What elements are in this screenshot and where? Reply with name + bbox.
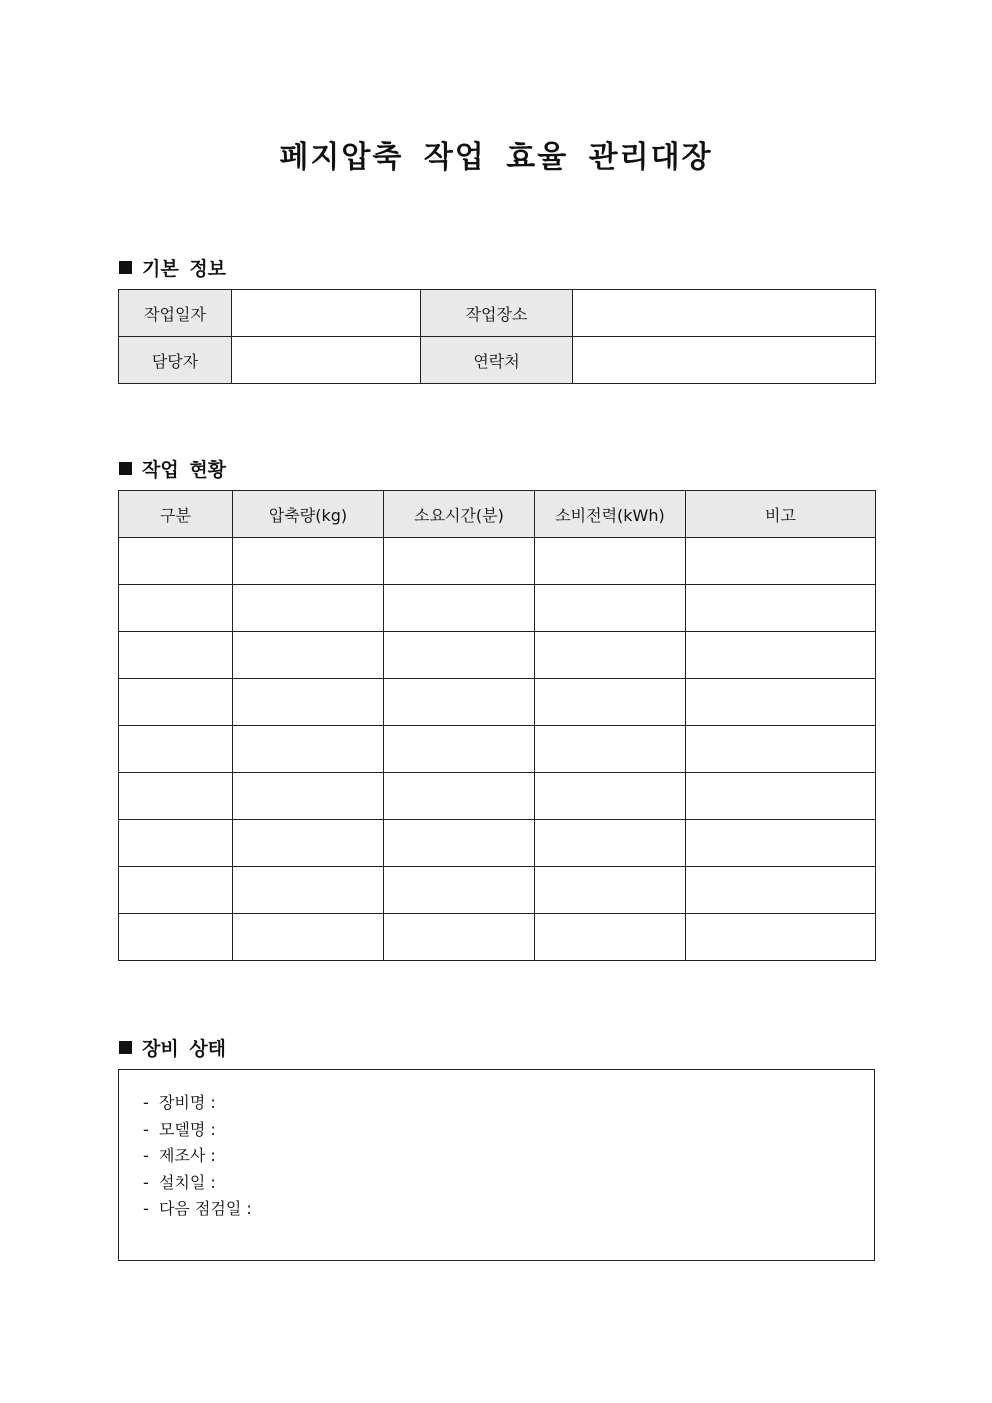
- table-row: [119, 679, 876, 726]
- table-cell[interactable]: [535, 914, 686, 961]
- table-row: [119, 914, 876, 961]
- table-cell[interactable]: [686, 632, 876, 679]
- table-cell[interactable]: [535, 867, 686, 914]
- basic-info-row: [119, 337, 876, 384]
- column-header-compression-amount: 압축량(kg): [233, 491, 384, 538]
- work-status-table: [118, 490, 876, 961]
- table-cell[interactable]: [384, 585, 535, 632]
- table-cell[interactable]: [384, 820, 535, 867]
- table-cell[interactable]: [686, 914, 876, 961]
- table-row: [119, 538, 876, 585]
- column-header-remarks: 비고: [686, 491, 876, 538]
- manufacturer-item: - 제조사 :: [143, 1146, 216, 1165]
- table-cell[interactable]: [119, 538, 233, 585]
- equipment-list: [119, 1070, 874, 1223]
- table-header-row: [119, 491, 876, 538]
- install-date-item: - 설치일 :: [143, 1172, 216, 1192]
- table-cell[interactable]: [686, 820, 876, 867]
- table-row: [119, 773, 876, 820]
- basic-info-heading-label: 기본 정보: [142, 258, 227, 280]
- table-row: [119, 726, 876, 773]
- table-cell[interactable]: [119, 585, 233, 632]
- black-square-icon: [119, 462, 132, 475]
- table-cell[interactable]: [686, 726, 876, 773]
- table-row: [119, 867, 876, 914]
- basic-info-heading: [119, 254, 226, 281]
- table-cell[interactable]: [686, 538, 876, 585]
- work-location-label: 작업장소: [421, 290, 573, 337]
- table-cell[interactable]: [535, 538, 686, 585]
- table-cell[interactable]: [384, 632, 535, 679]
- black-square-icon: [119, 1041, 132, 1054]
- basic-info-row: [119, 290, 876, 337]
- work-date-field[interactable]: [232, 290, 421, 337]
- table-cell[interactable]: [119, 867, 233, 914]
- equipment-heading-label: 장비 상태: [142, 1038, 227, 1060]
- table-cell[interactable]: [384, 914, 535, 961]
- table-cell[interactable]: [233, 585, 384, 632]
- table-cell[interactable]: [686, 773, 876, 820]
- table-cell[interactable]: [535, 585, 686, 632]
- table-cell[interactable]: [535, 726, 686, 773]
- table-cell[interactable]: [686, 867, 876, 914]
- table-cell[interactable]: [384, 867, 535, 914]
- table-cell[interactable]: [119, 820, 233, 867]
- column-header-power-consumption: 소비전력(kWh): [535, 491, 686, 538]
- table-cell[interactable]: [233, 773, 384, 820]
- table-cell[interactable]: [233, 820, 384, 867]
- table-cell[interactable]: [535, 773, 686, 820]
- contact-label: 연락처: [421, 337, 573, 384]
- table-cell[interactable]: [119, 914, 233, 961]
- table-cell[interactable]: [119, 679, 233, 726]
- equipment-name-item: - 장비명 :: [143, 1093, 216, 1112]
- table-cell[interactable]: [233, 538, 384, 585]
- table-cell[interactable]: [535, 632, 686, 679]
- table-cell[interactable]: [384, 538, 535, 585]
- table-cell[interactable]: [233, 867, 384, 914]
- table-cell[interactable]: [119, 726, 233, 773]
- column-header-category: 구분: [119, 491, 233, 538]
- work-location-field[interactable]: [573, 290, 876, 337]
- table-cell[interactable]: [233, 679, 384, 726]
- page-title: 페지압축 작업 효율 관리대장: [279, 140, 713, 175]
- work-status-heading-label: 작업 현황: [142, 459, 227, 481]
- table-cell[interactable]: [686, 679, 876, 726]
- table-cell[interactable]: [384, 726, 535, 773]
- manager-field[interactable]: [232, 337, 421, 384]
- equipment-status-box: [118, 1069, 875, 1261]
- table-cell[interactable]: [686, 585, 876, 632]
- table-cell[interactable]: [535, 679, 686, 726]
- table-cell[interactable]: [233, 726, 384, 773]
- basic-info-table: [118, 289, 876, 384]
- table-cell[interactable]: [384, 773, 535, 820]
- work-status-heading: [119, 455, 226, 482]
- table-cell[interactable]: [384, 679, 535, 726]
- table-row: [119, 820, 876, 867]
- manager-label: 담당자: [119, 337, 232, 384]
- contact-field[interactable]: [573, 337, 876, 384]
- black-square-icon: [119, 261, 132, 274]
- column-header-duration: 소요시간(분): [384, 491, 535, 538]
- table-row: [119, 585, 876, 632]
- next-inspection-item: - 다음 점검일 :: [143, 1199, 252, 1218]
- table-row: [119, 632, 876, 679]
- table-cell[interactable]: [233, 632, 384, 679]
- model-name-item: - 모델명 :: [143, 1119, 216, 1139]
- table-cell[interactable]: [119, 773, 233, 820]
- table-cell[interactable]: [233, 914, 384, 961]
- table-cell[interactable]: [535, 820, 686, 867]
- equipment-heading: [119, 1034, 226, 1061]
- work-date-label: 작업일자: [119, 290, 232, 337]
- table-cell[interactable]: [119, 632, 233, 679]
